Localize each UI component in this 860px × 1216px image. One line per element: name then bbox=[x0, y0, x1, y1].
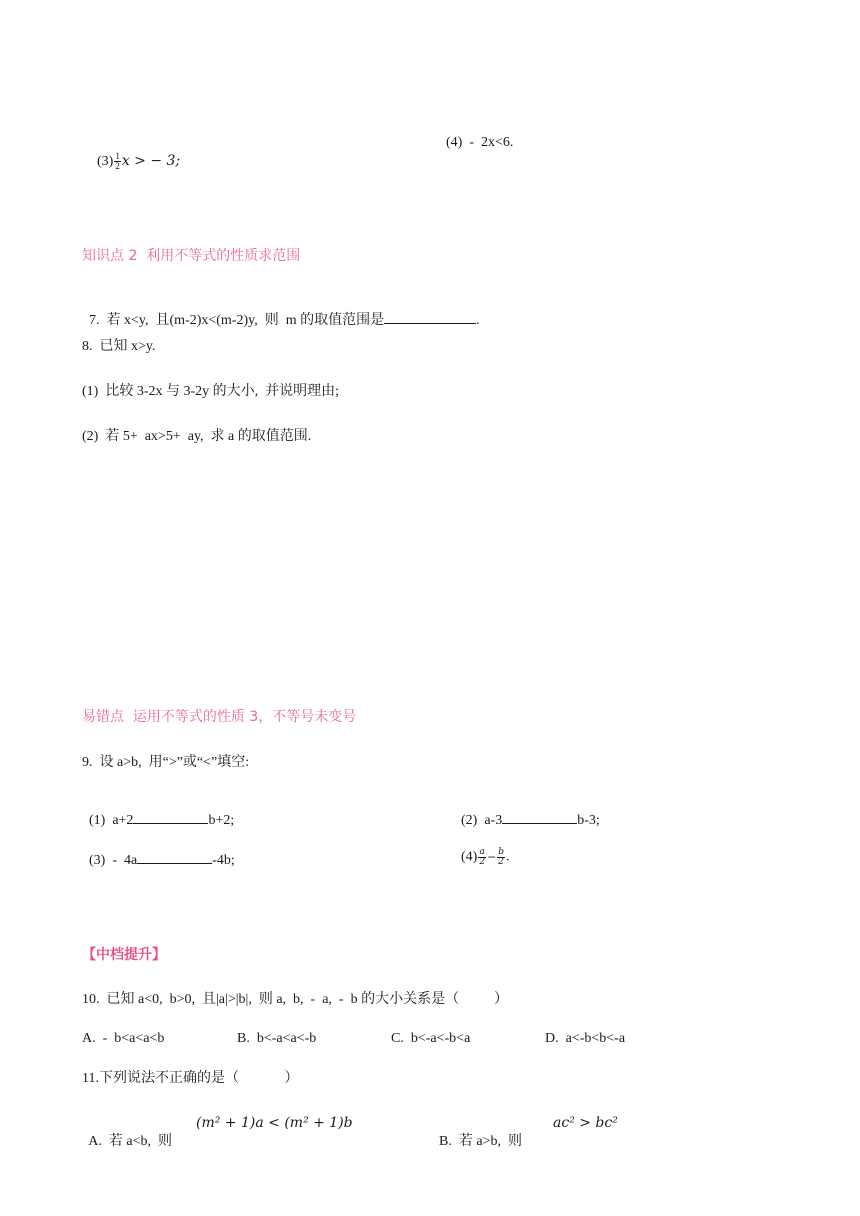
q9-part3-blank[interactable] bbox=[137, 850, 212, 864]
q10-option-c[interactable]: C. b<-a<-b<a bbox=[391, 1031, 471, 1046]
q11-option-b[interactable]: B. 若 a>b, 则 bbox=[439, 1134, 522, 1149]
q11-option-a[interactable]: A. 若 a<b, 则 bbox=[88, 1134, 172, 1149]
q6-part3-fraction: $\frac{1}{2}$ bbox=[115, 151, 120, 172]
q6-part3-label: (3) bbox=[97, 154, 114, 169]
section-title-intermediate: 【中档提升】 bbox=[82, 947, 166, 963]
q11-option-b-math: ac² > bc² bbox=[553, 1115, 618, 1131]
q10-option-b[interactable]: B. b<-a<a<-b bbox=[237, 1031, 317, 1046]
question-8-stem: 8. 已知 x>y. bbox=[82, 339, 156, 354]
question-9-part3: (3) - 4a -4b; bbox=[82, 832, 235, 870]
q9-part4-fraction-b: $\frac{b}{2}$ bbox=[498, 847, 505, 867]
q9-part4-fraction-a: $\frac{a}{2}$ bbox=[479, 847, 486, 867]
question-9-stem: 9. 设 a>b, 用“>”或“<”填空: bbox=[82, 755, 250, 770]
q7-answer-blank[interactable] bbox=[384, 310, 476, 324]
q9-part2-blank[interactable] bbox=[502, 810, 577, 824]
question-11-stem: 11.下列说法不正确的是（ ） bbox=[82, 1071, 299, 1086]
question-7: 7. 若 x<y, 且(m-2)x<(m-2)y, 则 m 的取值范围是 . bbox=[82, 292, 480, 330]
q6-part3 bbox=[90, 134, 180, 171]
question-9-part1: (1) a+2 b+2; bbox=[82, 792, 234, 830]
question-8-part1: (1) 比较 3-2x 与 3-2y 的大小, 并说明理由; bbox=[82, 384, 340, 399]
section-title-common-mistake: 易错点 运用不等式的性质 3，不等号未变号 bbox=[82, 709, 357, 725]
q6-part4: (4) - 2x<6. bbox=[446, 135, 514, 150]
question-8-part2: (2) 若 5+ ax>5+ ay, 求 a 的取值范围. bbox=[82, 429, 312, 444]
q10-option-d[interactable]: D. a<-b<b<-a bbox=[545, 1031, 626, 1046]
q9-part1-blank[interactable] bbox=[133, 810, 208, 824]
question-10-stem: 10. 已知 a<0, b>0, 且|a|>|b|, 则 a, b, - a, - b 的大小关系是（ ） bbox=[82, 992, 509, 1007]
q11-option-a-math: (m² + 1)a < (m² + 1)b bbox=[196, 1115, 353, 1131]
q10-option-a[interactable]: A. - b<a<a<b bbox=[82, 1031, 165, 1046]
section-title-knowledge-point-2: 知识点 2 利用不等式的性质求范围 bbox=[82, 248, 301, 264]
question-9-part2: (2) a-3 b-3; bbox=[454, 792, 600, 830]
q6-part3-math: x > − 3; bbox=[121, 153, 181, 169]
question-9-part4: (4) $\frac{a}{2}$ − $\frac{b}{2}$ . bbox=[461, 847, 510, 867]
